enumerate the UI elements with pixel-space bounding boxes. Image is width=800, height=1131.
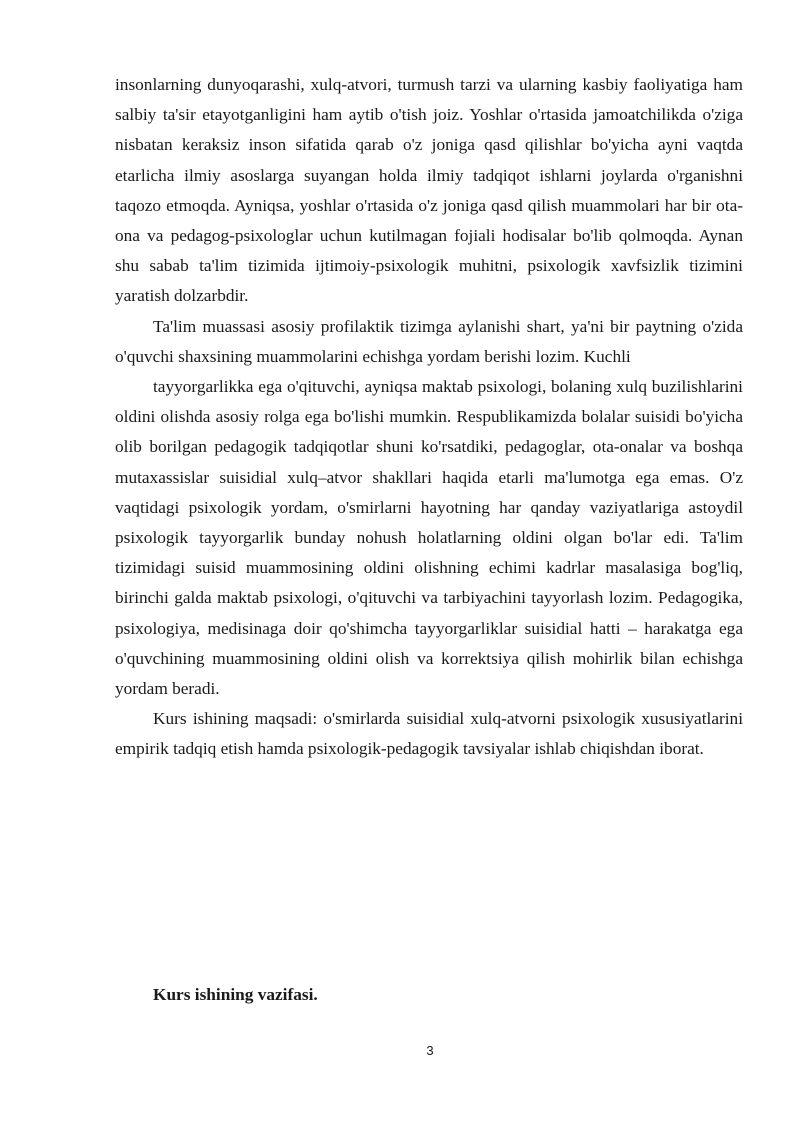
body-text: [115, 70, 743, 765]
paragraph-teacher-preparation: tayyorgarlikka ega o'qituvchi, ayniqsa maktab psixologi, bolaning xulq buzilishlarini oldini olishda asosiy rolga ega bo'lishi mumkin. Respublikamizda bolalar suisidi bo'yicha olib borilgan pedagogik tadqiqotlar shuni ko'rsatdiki, pedagoglar, ota-onalar va boshqa mutaxassislar suisidial xulq–atvor shakllari haqida etarli ma'lumotga ega emas. O'z vaqtidagi psixologik yordam, o'smirlarni hayotning har qanday vaziyatlariga astoydil psixologik tayyorgarlik bunday nohush holatlarning oldini olgan bo'lar edi. Ta'lim tizimidagi suisid muammosining oldini olishning echimi kadrlar masalasiga bog'liq, birinchi galda maktab psixologi, o'qituvchi va tarbiyachini tayyorlash lozim. Pedagogika, psixologiya, medisinaga doir qo'shimcha tayyorgarliklar suisidial hatti – harakatga ega o'quvchining muammosining oldini olish va korrektsiya qilish mohirlik bilan echishga yordam beradi.: [115, 377, 743, 699]
page-number: 3: [426, 1043, 434, 1058]
section-heading: Kurs ishining vazifasi.: [153, 985, 318, 1004]
paragraph-prevention-system: Ta'lim muassasi asosiy profilaktik tizimga aylanishi shart, ya'ni bir paytning o'zida o'quvchi shaxsining muammolarini echishga yordam berishi lozim. Kuchli: [115, 316, 743, 366]
paragraph-continuation: insonlarning dunyoqarashi, xulq-atvori, turmush tarzi va ularning kasbiy faoliyatiga ham salbiy ta'sir etayotganligini ham aytib o'tish joiz. Yoshlar o'rtasida jamoatchilikda o'ziga nisbatan keraksiz inson sifatida qarab o'z joniga qasd qilishlar bo'yicha ayni vaqtda etarlicha ilmiy asoslarga suyangan holda ilmiy tadqiqot ishlarni joylarda o'rganishni taqozo etmoqda. Ayniqsa, yoshlar o'rtasida o'z joniga qasd qilish muammolari har bir ota-ona va pedagog-psixologlar uchun kutilmagan fojiali hodisalar bo'lib qolmoqda. Aynan shu sabab ta'lim tizimida ijtimoiy-psixologik muhitni, psixologik xavfsizlik tizimini yaratish dolzarbdir.: [115, 75, 743, 306]
paragraph-course-goal: Kurs ishining maqsadi: o'smirlarda suisidial xulq-atvorni psixologik xususiyatlarini empirik tadqiq etish hamda psixologik-pedagogik tavsiyalar ishlab chiqishdan iborat.: [115, 709, 743, 759]
